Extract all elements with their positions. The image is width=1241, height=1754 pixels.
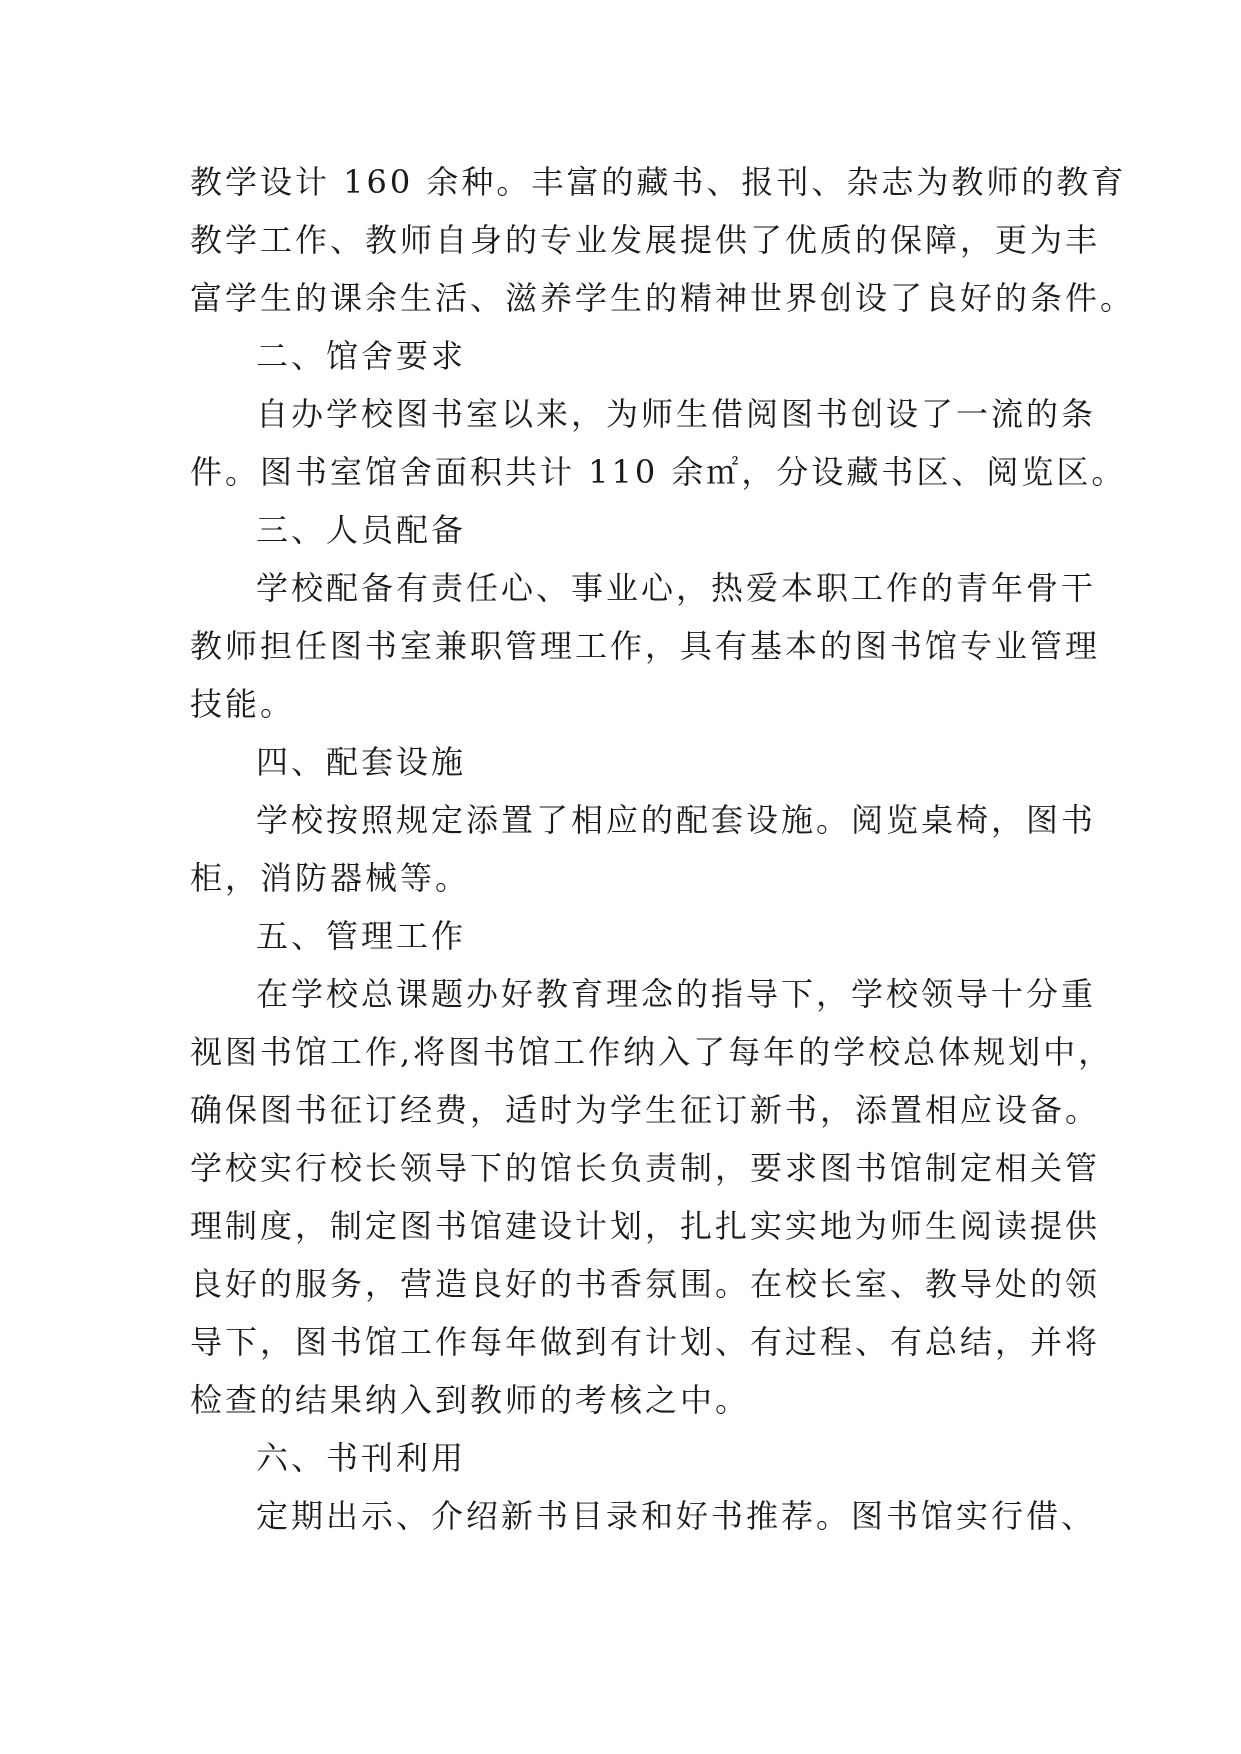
paragraph-line: 教学工作、教师自身的专业发展提供了优质的保障，更为丰 — [190, 221, 1101, 259]
paragraph-line: 自办学校图书室以来，为师生借阅图书创设了一流的条 — [256, 395, 1097, 433]
paragraph-line: 理制度，制定图书馆建设计划，扎扎实实地为师生阅读提供 — [190, 1207, 1101, 1245]
paragraph-line: 学校实行校长领导下的馆长负责制，要求图书馆制定相关管 — [190, 1149, 1101, 1187]
paragraph-line: 视图书馆工作,将图书馆工作纳入了每年的学校总体规划中， — [190, 1033, 1114, 1071]
paragraph-line: 良好的服务，营造良好的书香氛围。在校长室、教导处的领 — [190, 1265, 1101, 1303]
paragraph-line: 富学生的课余生活、滋养学生的精神世界创设了良好的条件。 — [190, 279, 1136, 317]
section-heading: 五、管理工作 — [256, 917, 467, 955]
paragraph-line: 教学设计 160 余种。丰富的藏书、报刊、杂志为教师的教育 — [190, 163, 1127, 201]
paragraph-line: 件。图书室馆舍面积共计 110 余㎡，分设藏书区、阅览区。 — [190, 453, 1127, 491]
paragraph-line: 学校配备有责任心、事业心，热爱本职工作的青年骨干 — [256, 569, 1097, 607]
paragraph-line: 柜，消防器械等。 — [190, 859, 471, 897]
paragraph-line: 学校按照规定添置了相应的配套设施。阅览桌椅，图书 — [256, 801, 1097, 839]
paragraph-line: 教师担任图书室兼职管理工作，具有基本的图书馆专业管理 — [190, 627, 1101, 665]
paragraph-line: 确保图书征订经费，适时为学生征订新书，添置相应设备。 — [190, 1091, 1101, 1129]
paragraph-line: 在学校总课题办好教育理念的指导下，学校领导十分重 — [256, 975, 1097, 1013]
section-heading: 二、馆舍要求 — [256, 337, 467, 375]
paragraph-line: 导下，图书馆工作每年做到有计划、有过程、有总结，并将 — [190, 1323, 1101, 1361]
paragraph-line: 检查的结果纳入到教师的考核之中。 — [190, 1381, 751, 1419]
section-heading: 四、配套设施 — [256, 743, 467, 781]
paragraph-line: 定期出示、介绍新书目录和好书推荐。图书馆实行借、 — [256, 1497, 1097, 1535]
section-heading: 六、书刊利用 — [256, 1439, 467, 1477]
paragraph-line: 技能。 — [190, 685, 296, 723]
section-heading: 三、人员配备 — [256, 511, 467, 549]
